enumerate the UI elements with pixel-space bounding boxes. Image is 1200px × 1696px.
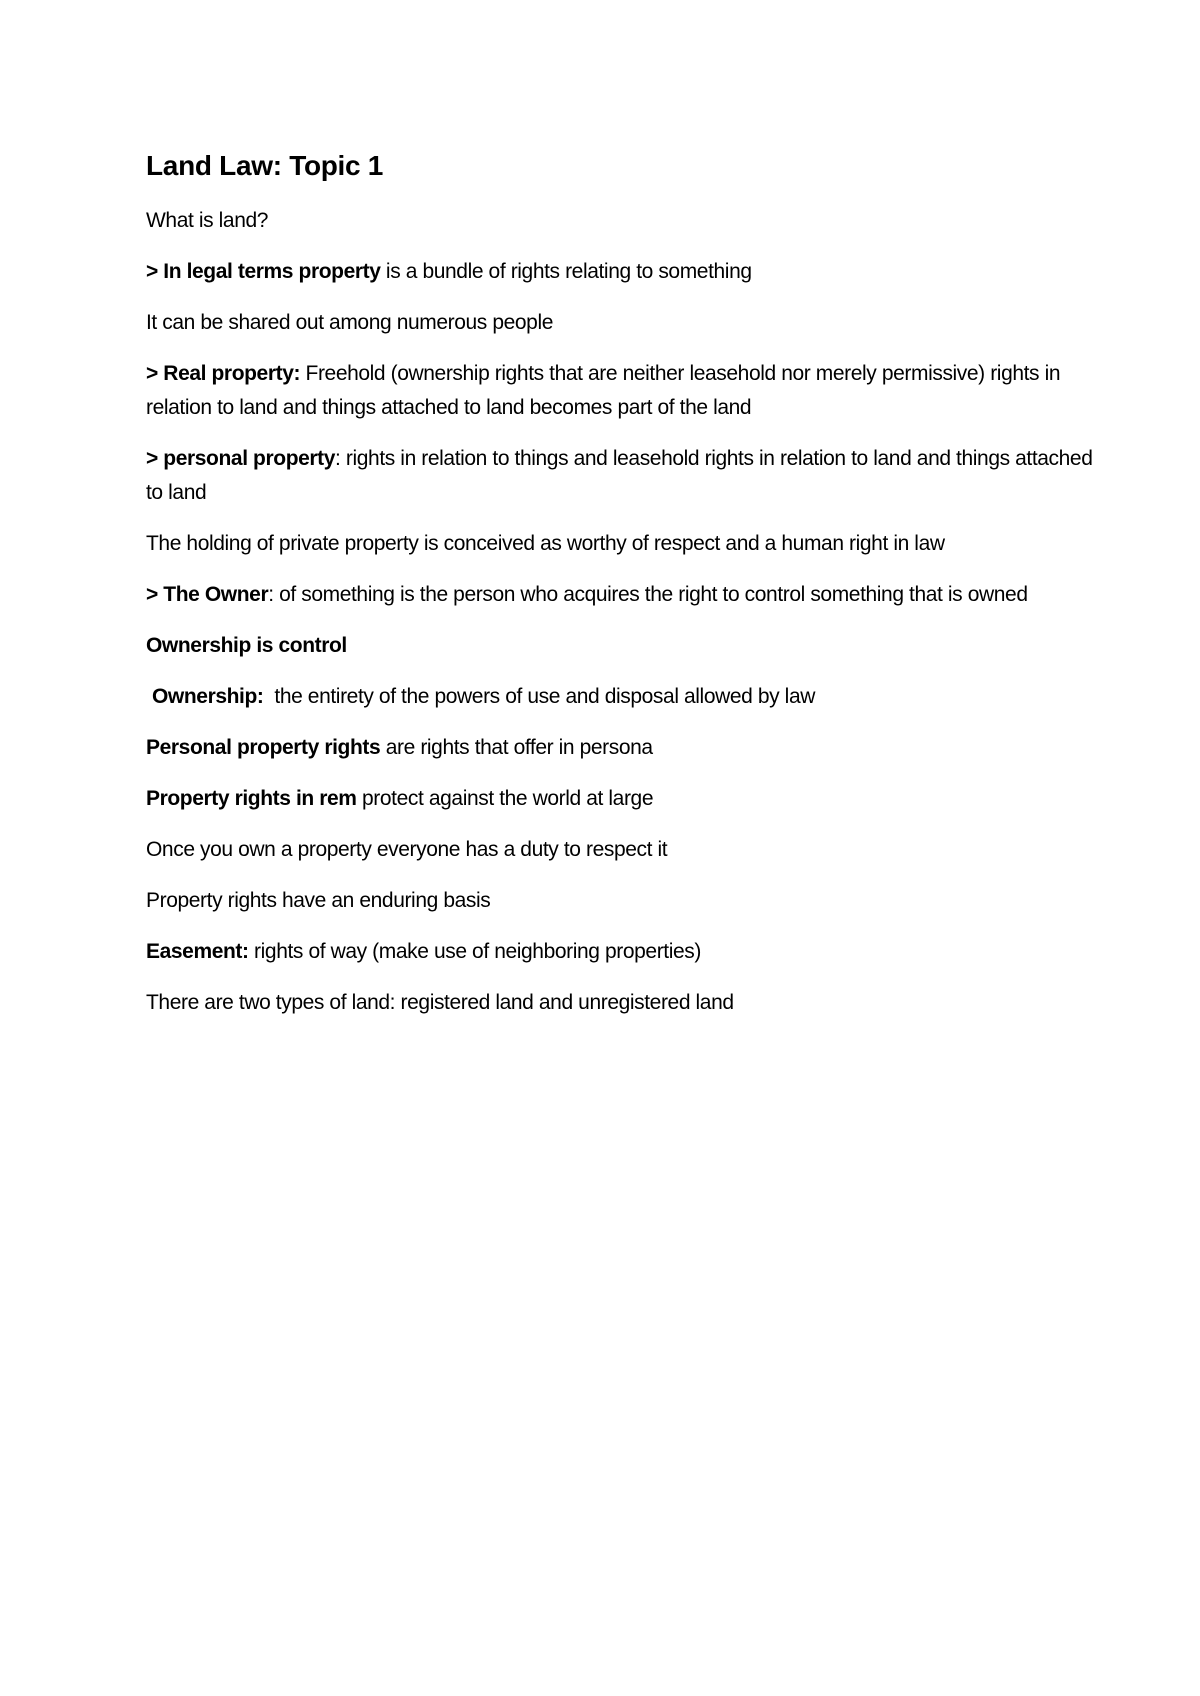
paragraph-text: Freehold (ownership rights that are neither leasehold nor merely permissive) rights in relation to land and things attached to land becomes part of the land — [146, 362, 1061, 419]
paragraph-what-is-land — [146, 204, 1106, 238]
paragraph-two-types — [146, 986, 1106, 1020]
paragraph-real-property — [146, 357, 1106, 425]
paragraph-ownership-definition — [146, 680, 1106, 714]
paragraph-duty-to-respect — [146, 833, 1106, 867]
paragraph-text: Once you own a property everyone has a duty to respect it — [146, 838, 668, 861]
paragraph-text: The holding of private property is conceived as worthy of respect and a human right in law — [146, 532, 945, 555]
paragraph-text: It can be shared out among numerous people — [146, 311, 553, 334]
paragraph-text: What is land? — [146, 209, 269, 232]
paragraph-text: are rights that offer in persona — [380, 736, 653, 759]
paragraph-legal-terms — [146, 255, 1106, 289]
paragraph-text: There are two types of land: registered land and unregistered land — [146, 991, 734, 1014]
paragraph-ownership-is-control — [146, 629, 1106, 663]
paragraph-bold: > In legal terms property — [146, 260, 381, 283]
paragraph-shared-out — [146, 306, 1106, 340]
paragraph-the-owner — [146, 578, 1106, 612]
paragraph-bold: Personal property rights — [146, 736, 381, 759]
paragraph-bold: > personal property — [146, 447, 336, 470]
paragraph-private-property — [146, 527, 1106, 561]
paragraph-text: protect against the world at large — [356, 787, 654, 810]
paragraph-text: Property rights have an enduring basis — [146, 889, 491, 912]
paragraph-personal-property-rights — [146, 731, 1106, 765]
paragraph-text: : rights in relation to things and leasehold rights in relation to land and things attached to land — [146, 447, 1093, 504]
paragraph-text: is a bundle of rights relating to something — [380, 260, 752, 283]
paragraph-bold: Ownership is control — [146, 634, 347, 657]
paragraph-bold: > Real property: — [146, 362, 301, 385]
paragraph-enduring-basis — [146, 884, 1106, 918]
paragraph-text: rights of way (make use of neighboring properties) — [248, 940, 701, 963]
paragraph-personal-property — [146, 442, 1106, 510]
paragraph-bold: Easement: — [146, 940, 249, 963]
paragraph-bold: Ownership: — [152, 685, 264, 708]
paragraph-text: : of something is the person who acquires the right to control something that is owned — [268, 583, 1028, 606]
paragraph-easement — [146, 935, 1106, 969]
document-title: Land Law: Topic 1 — [146, 150, 384, 181]
paragraph-rights-in-rem — [146, 782, 1106, 816]
document-page — [146, 148, 1106, 1037]
paragraph-bold: Property rights in rem — [146, 787, 357, 810]
paragraph-bold: > The Owner — [146, 583, 269, 606]
paragraph-text: the entirety of the powers of use and disposal allowed by law — [263, 685, 815, 708]
